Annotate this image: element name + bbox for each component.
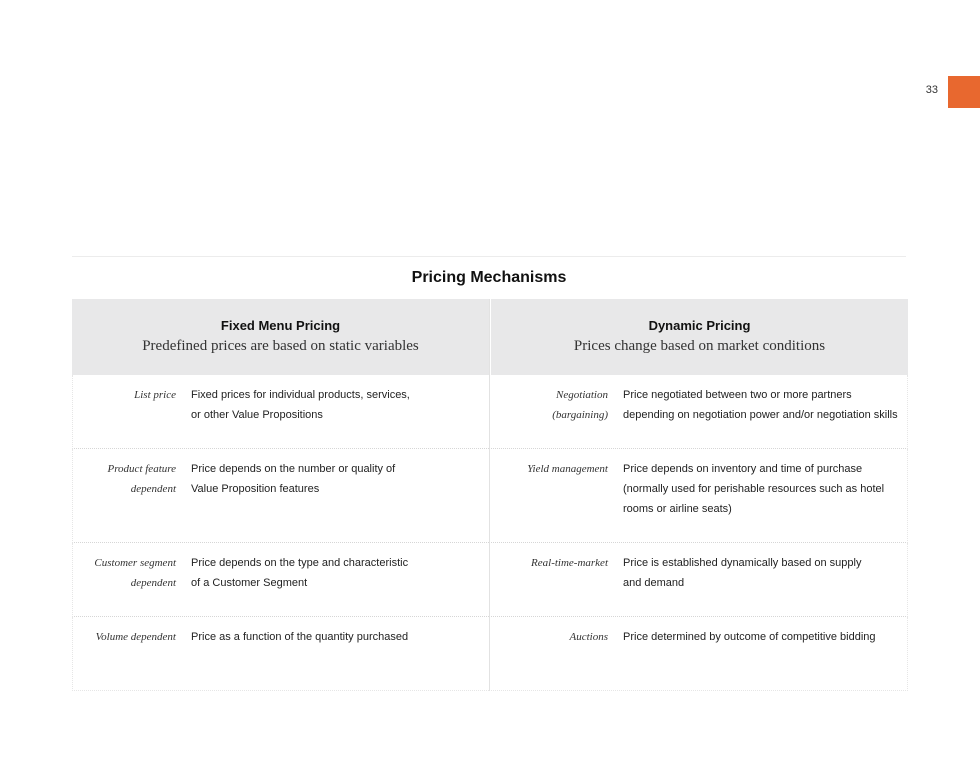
row-description: Fixed prices for individual products, services, or other Value Propositions [191,389,410,421]
pricing-table [72,299,908,691]
page-tab-marker [948,76,980,108]
row-label: Product feature dependent [107,463,176,495]
table-row [491,617,908,691]
row-label: Volume dependent [95,631,176,643]
table-row [72,375,489,449]
row-label: Real-time-market [531,557,608,569]
row-label: Yield management [527,463,608,475]
table-title: Pricing Mechanisms [411,269,567,286]
row-description: Price determined by outcome of competitive bidding [623,631,876,643]
dynamic-pricing-heading: Dynamic Pricing [648,318,751,333]
fixed-pricing-heading: Fixed Menu Pricing [220,318,341,333]
fixed-pricing-column [72,299,490,691]
fixed-pricing-header [72,299,489,375]
row-description: Price depends on inventory and time of purchase (normally used for perishable resources such as hotel rooms or airline seats) [623,463,885,515]
row-description: Price negotiated between two or more partners depending on negotiation power and/or negotiation skills [623,389,898,421]
row-description: Price depends on the type and characteristic of a Customer Segment [191,557,409,589]
dynamic-pricing-header [491,299,908,375]
divider [72,256,906,257]
row-label: Customer segment dependent [94,557,176,589]
table-row [72,617,489,691]
page-number: 33 [925,84,938,96]
table-row [491,543,908,617]
table-row [491,449,908,543]
table-row [491,375,908,449]
row-description: Price is established dynamically based on supply and demand [623,557,862,589]
dynamic-pricing-column [490,299,908,691]
row-label: List price [134,389,176,401]
fixed-pricing-subheading: Predefined prices are based on static variables [142,338,419,354]
row-description: Price depends on the number or quality of Value Proposition features [191,463,396,495]
dynamic-pricing-subheading: Prices change based on market conditions [573,338,826,354]
table-row [72,543,489,617]
row-label: Auctions [569,631,608,643]
row-description: Price as a function of the quantity purchased [191,631,409,643]
row-label: Negotiation (bargaining) [552,389,608,421]
table-row [72,449,489,543]
